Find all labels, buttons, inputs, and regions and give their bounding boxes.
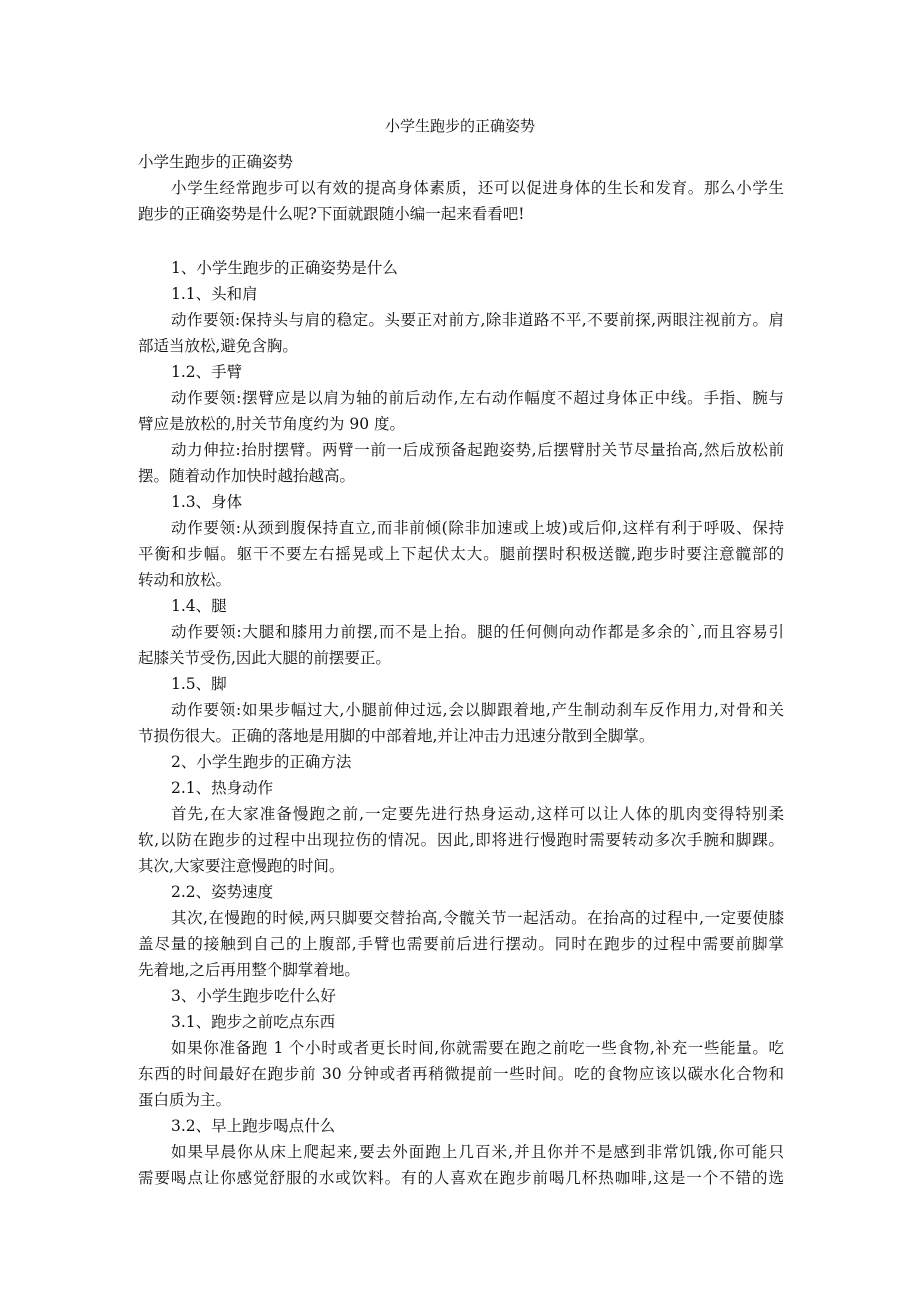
heading-text: 小学生跑步的正确姿势 <box>138 153 294 171</box>
paragraph-line: 起膝关节受伤,因此大腿的前摆要正。 <box>138 649 391 667</box>
paragraph-line: 摆。随着动作加快时越抬越高。 <box>138 467 356 485</box>
heading-text: 2.2、姿势速度 <box>171 883 274 901</box>
section-heading <box>138 281 784 307</box>
paragraph <box>138 697 784 749</box>
paragraph <box>138 1035 784 1113</box>
paragraph <box>138 307 784 359</box>
paragraph-line: 节损伤很大。正确的落地是用脚的中部着地,并让冲击力迅速分散到全脚掌。 <box>138 727 655 745</box>
paragraph-line: 如果早晨你从床上爬起来,要去外面跑上几百米,并且你并不是感到非常饥饿,你可能只 <box>171 1143 784 1161</box>
paragraph-line: 小学生经常跑步可以有效的提高身体素质，还可以促进身体的生长和发育。那么小学生 <box>171 179 784 197</box>
heading-text: 2.1、热身动作 <box>171 779 274 797</box>
paragraph-line: 需要喝点让你感觉舒服的水或饮料。有的人喜欢在跑步前喝几杯热咖啡,这是一个不错的选 <box>138 1169 784 1187</box>
paragraph-line: 臂应是放松的,肘关节角度约为 90 度。 <box>138 415 406 433</box>
paragraph-line: 部适当放松,避免含胸。 <box>138 337 298 355</box>
heading-text: 1.1、头和肩 <box>171 285 258 303</box>
heading-text: 3.2、早上跑步喝点什么 <box>171 1117 336 1135</box>
paragraph-line: 跑步的正确姿势是什么呢?下面就跟随小编一起来看看吧! <box>138 205 525 223</box>
paragraph-line: 动作要领:如果步幅过大,小腿前伸过远,会以脚跟着地,产生制动刹车反作用力,对骨和关 <box>171 701 784 719</box>
paragraph-line: 盖尽量的接触到自己的上腹部,手臂也需要前后进行摆动。同时在跑步的过程中需要前脚掌 <box>138 935 784 953</box>
paragraph <box>138 175 784 227</box>
section-heading <box>138 983 784 1009</box>
paragraph-line: 如果你准备跑 1 个小时或者更长时间,你就需要在跑之前吃一些食物,补充一些能量。吃 <box>171 1039 784 1057</box>
heading-text: 3、小学生跑步吃什么好 <box>171 987 336 1005</box>
section-heading <box>138 1009 784 1035</box>
paragraph-line: 转动和放松。 <box>138 571 232 589</box>
paragraph-line: 软,以防在跑步的过程中出现拉伤的情况。因此,即将进行慢跑时需要转动多次手腕和脚踝。 <box>138 831 784 849</box>
paragraph-line: 动作要领:保持头与肩的稳定。头要正对前方,除非道路不平,不要前探,两眼注视前方。肩 <box>171 311 784 329</box>
section-heading <box>138 255 784 281</box>
paragraph <box>138 515 784 593</box>
section-heading <box>138 879 784 905</box>
paragraph-line: 动作要领:摆臂应是以肩为轴的前后动作,左右动作幅度不超过身体正中线。手指、腕与 <box>171 389 784 407</box>
heading-text: 1.5、脚 <box>171 675 227 693</box>
paragraph <box>138 619 784 671</box>
heading-text: 2、小学生跑步的正确方法 <box>171 753 352 771</box>
paragraph <box>138 385 784 437</box>
paragraph-line: 其次,大家要注意慢跑的时间。 <box>138 857 345 875</box>
paragraph-line: 动力伸拉:抬肘摆臂。两臂一前一后成预备起跑姿势,后摆臂肘关节尽量抬高,然后放松前 <box>171 441 784 459</box>
section-heading <box>138 671 784 697</box>
paragraph <box>138 1139 784 1191</box>
section-heading <box>138 489 784 515</box>
section-heading <box>138 149 784 175</box>
section-heading <box>138 749 784 775</box>
heading-text: 1.2、手臂 <box>171 363 243 381</box>
paragraph <box>138 801 784 879</box>
paragraph-line: 其次,在慢跑的时候,两只脚要交替抬高,令髋关节一起活动。在抬高的过程中,一定要使膝 <box>171 909 784 927</box>
document-body <box>138 149 784 1191</box>
paragraph-line: 动作要领:大腿和膝用力前摆,而不是上抬。腿的任何侧向动作都是多余的`,而且容易引 <box>171 623 784 641</box>
document-title: 小学生跑步的正确姿势 <box>384 117 535 135</box>
paragraph-line: 东西的时间最好在跑步前 30 分钟或者再稍微提前一些时间。吃的食物应该以碳水化合物和 <box>138 1065 784 1083</box>
paragraph-line: 平衡和步幅。躯干不要左右摇晃或上下起伏太大。腿前摆时积极送髋,跑步时要注意髋部的 <box>138 545 784 563</box>
heading-text: 3.1、跑步之前吃点东西 <box>171 1013 336 1031</box>
paragraph-line: 首先,在大家准备慢跑之前,一定要先进行热身运动,这样可以让人体的肌肉变得特别柔 <box>171 805 784 823</box>
section-heading <box>138 775 784 801</box>
paragraph-line: 先着地,之后再用整个脚掌着地。 <box>138 961 360 979</box>
paragraph <box>138 905 784 983</box>
paragraph <box>138 437 784 489</box>
heading-text: 1.4、腿 <box>171 597 227 615</box>
blank-line <box>138 227 784 255</box>
heading-text: 1、小学生跑步的正确姿势是什么 <box>171 259 398 277</box>
section-heading <box>138 359 784 385</box>
heading-text: 1.3、身体 <box>171 493 243 511</box>
section-heading <box>138 1113 784 1139</box>
paragraph-line: 蛋白质为主。 <box>138 1091 232 1109</box>
section-heading <box>138 593 784 619</box>
paragraph-line: 动作要领:从颈到腹保持直立,而非前倾(除非加速或上坡)或后仰,这样有利于呼吸、保持 <box>171 519 784 537</box>
